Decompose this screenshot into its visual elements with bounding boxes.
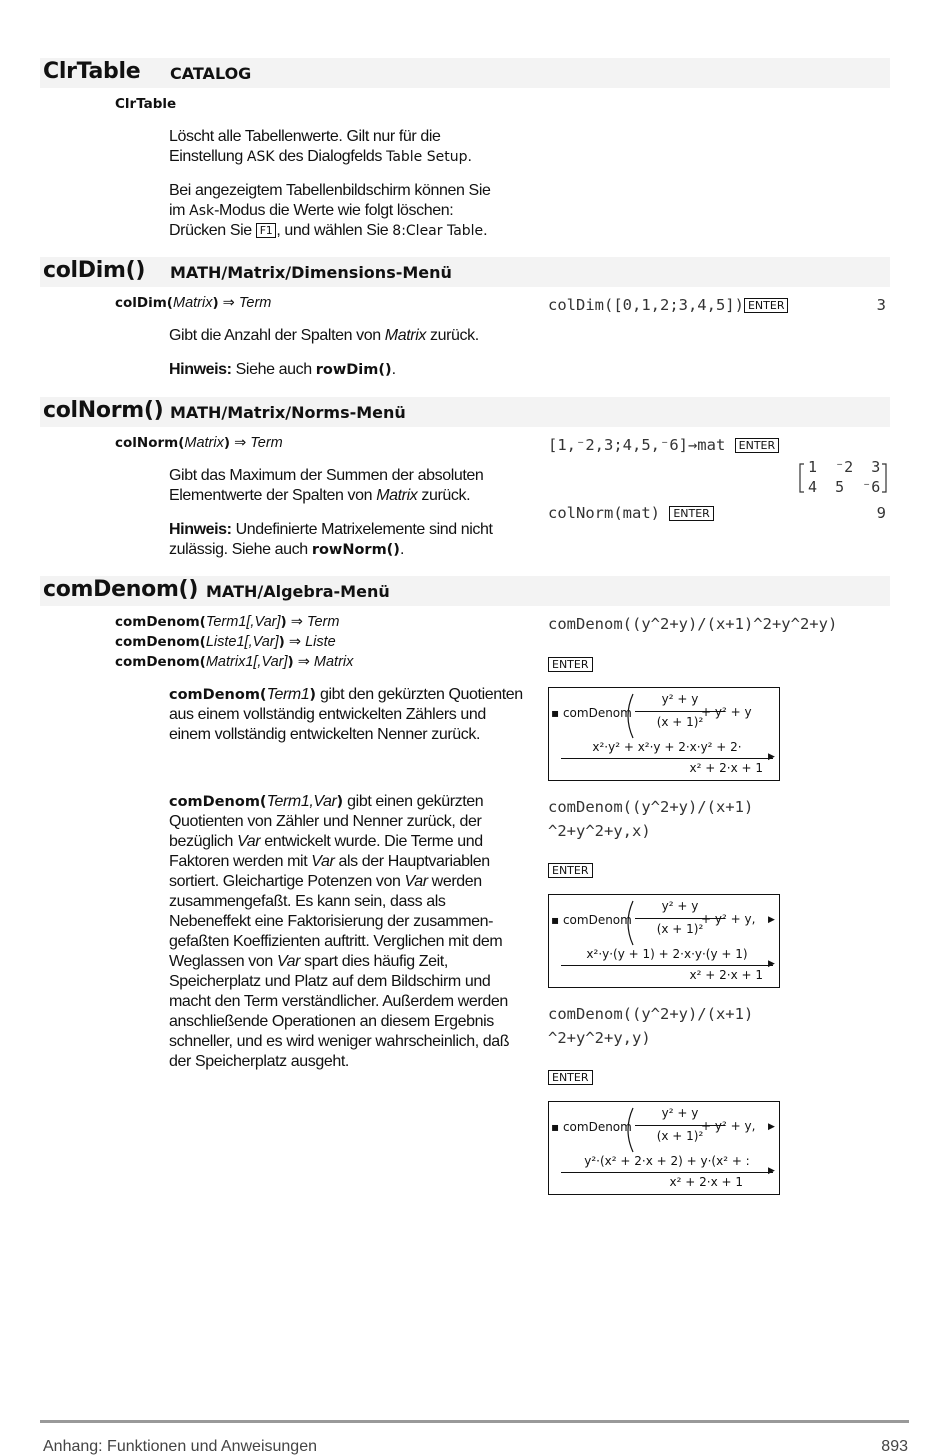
screen-tail: + y² + y, (701, 1119, 756, 1133)
description-paragraph: comDenom(Term1) gibt den gekürzten Quotienten aus einem vollständig entwickelten Zählers und einem vollständig entwickelten Nenner zurück. (169, 686, 523, 743)
hint-paragraph: Hinweis: Undefinierte Matrixelemente sind nicht zulässig. Siehe auch rowNorm(). (169, 521, 493, 558)
example-input: [1,⁻2,3;4,5,⁻6]→mat ENTER (548, 436, 779, 454)
description-paragraph: comDenom(Term1,Var) gibt einen gekürzten Quotienten von Zähler und Nenner zurück, der bezüglich Var entwickelt wurde. Die Terme und Faktoren werden mit Var als der Hauptvariablen sortiert. Gleichartige Potenzen von Var werden zusammengefaßt. Es kann sein, dass als Nebeneffekt eine Faktorisierung der zusammen- gefaßten Koeffizienten auftritt. Verglichen mit dem Weglassen von Var spart dies häufig Zeit, Speicherplatz und Platz auf dem Bildschirm und macht den Term verständlicher. Außerdem werden anschließende Operationen an diesem Ergebnis schneller, und es wird weniger wahrscheinlich, daß der Speicherplatz ausgeht. (169, 793, 510, 1070)
screen-result-numerator: x²·y·(y + 1) + 2·x·y·(y + 1) (586, 947, 748, 961)
calculator-screen (548, 894, 780, 988)
example-input: comDenom((y^2+y)/(x+1)^2+y^2+y) (548, 615, 838, 633)
scroll-right-icon: ▶ (768, 1121, 775, 1131)
screen-numerator: y² + y (661, 692, 699, 706)
syntax-line: comDenom(Matrix1[,Var]) ⇒ Matrix (115, 654, 354, 670)
footer-chapter: Anhang: Funktionen und Anweisungen (43, 1438, 317, 1455)
example-result: 9 (876, 504, 886, 522)
menu-path: MATH/Matrix/Dimensions-Menü (170, 263, 452, 282)
description-paragraph: Gibt die Anzahl der Spalten von Matrix zurück. (169, 327, 479, 344)
function-name: ClrTable (43, 59, 141, 84)
enter-key-icon: ENTER (669, 506, 714, 521)
syntax-line: comDenom(Liste1[,Var]) ⇒ Liste (115, 634, 336, 650)
screen-denominator: (x + 1)² (656, 1129, 704, 1143)
matrix-result (798, 458, 888, 498)
screen-numerator: y² + y (661, 899, 699, 913)
scroll-right-icon: ▶ (768, 914, 775, 924)
example-input: colDim([0,1,2;3,4,5]) ENTER (548, 296, 788, 314)
screen-command: ▪ comDenom (551, 1120, 632, 1134)
description-paragraph: Bei angezeigtem Tabellenbildschirm können Sie im Ask-Modus die Werte wie folgt löschen: Drücken Sie F1 , und wählen Sie 8:Clear Table. (169, 182, 491, 239)
menu-path: MATH/Algebra-Menü (206, 582, 390, 601)
matrix-row: 4 5 ⁻6 (808, 478, 881, 496)
matrix-row: 1 ⁻2 3 (808, 458, 881, 476)
description-paragraph: Löscht alle Tabellenwerte. Gilt nur für die Einstellung ASK des Dialogfelds Table Setup. (169, 128, 472, 165)
fraction-bar (561, 1172, 773, 1173)
scroll-right-icon: ▶ (768, 751, 775, 761)
screen-result-denominator: x² + 2·x + 1 (669, 1175, 743, 1189)
example-key (548, 862, 593, 880)
screen-result-numerator: y²·(x² + 2·x + 2) + y·(x² + : (584, 1154, 750, 1168)
scroll-right-icon: ▶ (768, 1165, 775, 1175)
example-input: comDenom((y^2+y)/(x+1) (548, 798, 754, 816)
example-key (548, 656, 593, 674)
example-input: colNorm(mat) ENTER (548, 504, 714, 522)
syntax-line: ClrTable (115, 96, 177, 112)
screen-numerator: y² + y (661, 1106, 699, 1120)
screen-denominator: (x + 1)² (656, 715, 704, 729)
example-input: ^2+y^2+y,x) (548, 822, 651, 840)
screen-tail: + y² + y, (701, 912, 756, 926)
screen-result-denominator: x² + 2·x + 1 (689, 968, 763, 982)
function-name: colDim() (43, 258, 146, 283)
screen-tail: + y² + y (701, 705, 752, 719)
enter-key-icon: ENTER (548, 657, 593, 672)
menu-path: MATH/Matrix/Norms-Menü (170, 403, 406, 422)
enter-key-icon: ENTER (735, 438, 780, 453)
hint-paragraph: Hinweis: Siehe auch rowDim(). (169, 361, 396, 378)
function-name: comDenom() (43, 577, 199, 602)
screen-command: ▪ comDenom (551, 706, 632, 720)
footer-divider (40, 1420, 909, 1423)
menu-path: CATALOG (170, 64, 252, 83)
syntax-line: comDenom(Term1[,Var]) ⇒ Term (115, 614, 340, 630)
fraction-bar (561, 965, 773, 966)
example-input: comDenom((y^2+y)/(x+1) (548, 1005, 754, 1023)
screen-result-denominator: x² + 2·x + 1 (689, 761, 763, 775)
screen-denominator: (x + 1)² (656, 922, 704, 936)
screen-command: ▪ comDenom (551, 913, 632, 927)
page-number: 893 (881, 1438, 908, 1455)
calculator-screen (548, 687, 780, 781)
screen-result-numerator: x²·y² + x²·y + 2·x·y² + 2· (592, 740, 742, 754)
enter-key-icon: ENTER (548, 863, 593, 878)
fraction-bar (561, 758, 773, 759)
f1-key-icon: F1 (256, 223, 277, 238)
syntax-line: colNorm(Matrix) ⇒ Term (115, 435, 283, 451)
enter-key-icon: ENTER (548, 1070, 593, 1085)
section-header-colnorm (40, 397, 890, 427)
section-header-clrtable (40, 58, 890, 88)
scroll-right-icon: ▶ (768, 958, 775, 968)
enter-key-icon: ENTER (744, 298, 789, 313)
example-key (548, 1069, 593, 1087)
calculator-screen (548, 1101, 780, 1195)
example-result: 3 (876, 296, 886, 314)
description-paragraph: Gibt das Maximum der Summen der absoluten Elementwerte der Spalten von Matrix zurück. (169, 467, 484, 504)
function-name: colNorm() (43, 398, 164, 423)
example-input: ^2+y^2+y,y) (548, 1029, 651, 1047)
syntax-line: colDim(Matrix) ⇒ Term (115, 295, 272, 311)
section-header-coldim (40, 257, 890, 287)
